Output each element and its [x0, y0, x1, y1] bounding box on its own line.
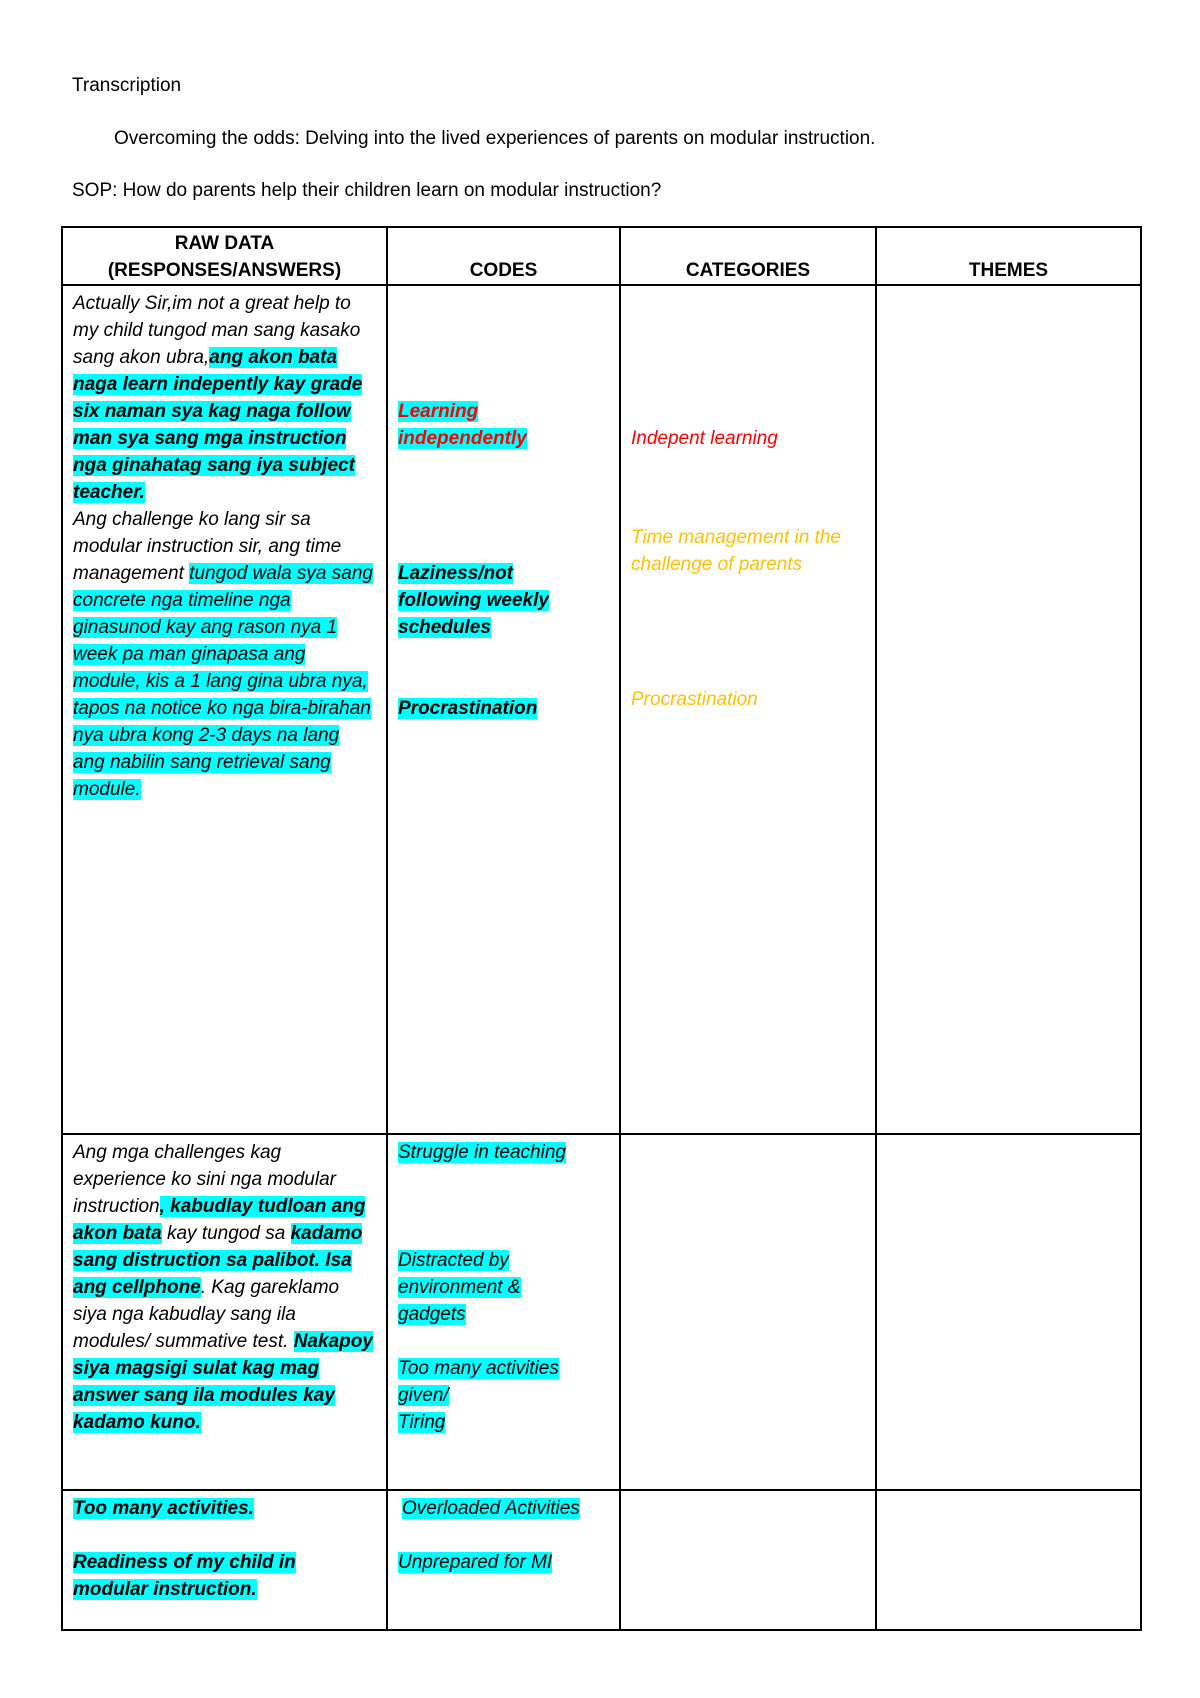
- code-text: Overloaded Activities: [402, 1498, 580, 1519]
- code-text: Tiring: [398, 1412, 446, 1433]
- codes-cell: [387, 285, 620, 1134]
- document-label: Transcription: [72, 75, 182, 96]
- code-text: Unprepared for MI: [398, 1552, 553, 1573]
- response-text: Ang mga challenges kag experience ko sini nga modular instruction: [73, 1142, 336, 1217]
- codes-cell: [387, 1134, 620, 1490]
- table-header-row: [62, 227, 1141, 285]
- header-raw-data: [62, 227, 387, 285]
- response-text: . Kag gareklamo siya nga kabudlay sang ila modules/ summative test.: [73, 1277, 340, 1352]
- document-title: Overcoming the odds: Delving into the lived experiences of parents on modular instruction.: [114, 128, 876, 149]
- raw-data-cell: [62, 1134, 387, 1490]
- response-highlight: Nakapoy siya magsigi sulat kag mag answer sang ila modules kay kadamo kuno.: [73, 1331, 373, 1433]
- themes-cell: [876, 285, 1141, 1134]
- table-row: [62, 1134, 1141, 1490]
- categories-cell: [620, 285, 876, 1134]
- themes-cell: [876, 1134, 1141, 1490]
- themes-cell: [876, 1490, 1141, 1630]
- code-text: Procrastination: [398, 698, 538, 719]
- response-text: Actually Sir,im not a great help to my child tungod man sang kasako sang akon ubra,: [73, 293, 361, 368]
- categories-cell: [620, 1134, 876, 1490]
- response-highlight: , kabudlay tudloan ang akon bata: [73, 1196, 366, 1244]
- codes-cell: [387, 1490, 620, 1630]
- code-text: Learning independently: [398, 401, 527, 449]
- header-codes: CODES: [387, 227, 620, 285]
- table-row: [62, 285, 1141, 1134]
- raw-data-cell: [62, 285, 387, 1134]
- category-text: Procrastination: [631, 689, 758, 710]
- category-text: Time management in the challenge of parents: [631, 527, 841, 575]
- statement-of-problem: SOP: How do parents help their children learn on modular instruction?: [72, 180, 662, 201]
- code-text: Struggle in teaching: [398, 1142, 566, 1163]
- header-raw-line1: RAW DATA: [174, 233, 275, 254]
- header-raw-line2: (RESPONSES/ANSWERS): [107, 260, 342, 281]
- header-themes: THEMES: [876, 227, 1141, 285]
- response-highlight: Too many activities.: [73, 1498, 254, 1519]
- coding-table: [61, 226, 1142, 1631]
- code-text: Laziness/not following weekly schedules: [398, 563, 549, 638]
- code-text: Distracted by environment & gadgets: [398, 1250, 521, 1325]
- code-text: Too many activities given/: [398, 1358, 559, 1406]
- raw-data-cell: [62, 1490, 387, 1630]
- category-text: Indepent learning: [631, 428, 778, 449]
- response-highlight: Readiness of my child in modular instruction.: [73, 1552, 296, 1600]
- response-highlight: ang akon bata naga learn indepently kay grade six naman sya kag naga follow man sya sang mga instruction nga ginahatag sang iya subject teacher.: [73, 347, 363, 503]
- response-highlight: kadamo sang distruction sa palibot. Isa ang cellphone: [73, 1223, 363, 1298]
- response-highlight: tungod wala sya sang concrete nga timeline nga ginasunod kay ang rason nya 1 week pa man ginapasa ang module, kis a 1 lang gina ubra nya, tapos na notice ko nga bira-birahan nya ubra kong 2-3 days na lang ang nabilin sang retrieval sang module.: [73, 563, 373, 800]
- table-row: [62, 1490, 1141, 1630]
- header-categories: CATEGORIES: [620, 227, 876, 285]
- response-text: kay tungod sa: [161, 1223, 291, 1244]
- response-text: Ang challenge ko lang sir sa modular instruction sir, ang time management: [73, 509, 342, 584]
- categories-cell: [620, 1490, 876, 1630]
